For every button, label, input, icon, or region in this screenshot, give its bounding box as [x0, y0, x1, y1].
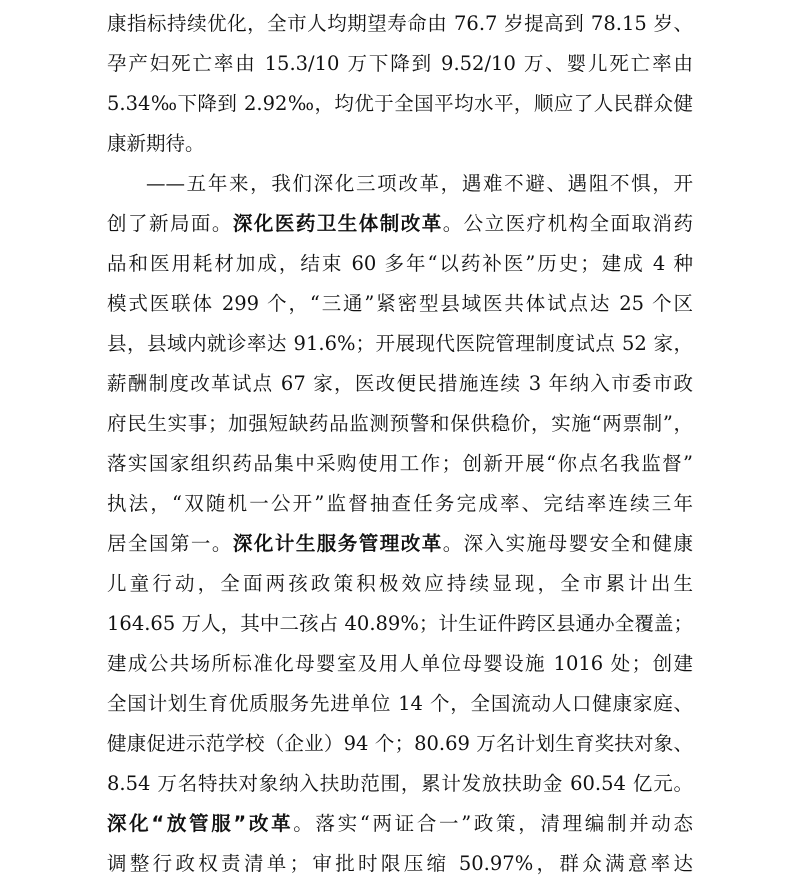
text-line — [107, 44, 693, 84]
text-span: 居全国第一。 — [107, 532, 233, 555]
text-line — [107, 484, 693, 524]
text-span: 。落实“两证合一”政策，清理编制并动态 — [293, 812, 693, 835]
text-span: 儿童行动，全面两孩政策积极效应持续显现，全市累计出生 — [107, 572, 693, 595]
text-line — [107, 124, 693, 164]
text-line — [107, 404, 693, 444]
text-span: 全国计划生育优质服务先进单位 14 个，全国流动人口健康家庭、 — [107, 692, 693, 715]
text-span: 府民生实事；加强短缺药品监测预警和保供稳价，实施“两票制”， — [107, 412, 693, 435]
text-line — [107, 84, 693, 124]
text-line — [107, 444, 693, 484]
text-line — [107, 244, 693, 284]
text-line — [107, 644, 693, 684]
text-line — [107, 284, 693, 324]
text-span: 调整行政权责清单；审批时限压缩 50.97%，群众满意率达 — [107, 852, 693, 875]
text-span: 模式医联体 299 个，“三通”紧密型县域医共体试点达 25 个区 — [107, 292, 693, 315]
text-span: 薪酬制度改革试点 67 家，医改便民措施连续 3 年纳入市委市政 — [107, 372, 693, 395]
text-line — [107, 724, 693, 764]
text-span: 县，县域内就诊率达 91.6%；开展现代医院管理制度试点 52 家， — [107, 332, 693, 355]
text-span: 康指标持续优化，全市人均期望寿命由 76.7 岁提高到 78.15 岁、 — [107, 12, 693, 35]
bold-heading: 深化医药卫生体制改革 — [232, 212, 443, 235]
text-line — [107, 524, 693, 564]
text-span: 5.34‰下降到 2.92‰，均优于全国平均水平，顺应了人民群众健 — [107, 92, 693, 115]
text-line — [107, 204, 693, 244]
text-span: 164.65 万人，其中二孩占 40.89%；计生证件跨区县通办全覆盖； — [107, 612, 693, 635]
text-line — [107, 4, 693, 44]
text-line — [107, 564, 693, 604]
text-line — [107, 684, 693, 724]
text-span: 孕产妇死亡率由 15.3/10 万下降到 9.52/10 万、婴儿死亡率由 — [107, 52, 693, 75]
text-line — [107, 804, 693, 844]
paragraph-first-line — [146, 164, 693, 204]
text-span: 落实国家组织药品集中采购使用工作；创新开展“你点名我监督” — [107, 452, 693, 475]
text-span: 8.54 万名特扶对象纳入扶助范围，累计发放扶助金 60.54 亿元。 — [107, 772, 693, 795]
bold-heading: 深化计生服务管理改革 — [232, 532, 443, 555]
text-span: 建成公共场所标准化母婴室及用人单位母婴设施 1016 处；创建 — [107, 652, 693, 675]
text-span: 。公立医疗机构全面取消药 — [442, 212, 693, 235]
text-span: 健康促进示范学校（企业）94 个；80.69 万名计划生育奖扶对象、 — [107, 732, 693, 755]
text-span: 康新期待。 — [107, 132, 205, 155]
bold-heading: 深化“放管服”改革 — [107, 812, 294, 835]
text-line — [107, 324, 693, 364]
text-span: 品和医用耗材加成，结束 60 多年“以药补医”历史；建成 4 种 — [107, 252, 693, 275]
text-span: 创了新局面。 — [107, 212, 233, 235]
text-line — [107, 604, 693, 644]
text-line — [107, 364, 693, 404]
text-line — [107, 844, 693, 884]
text-span: ——五年来，我们深化三项改革，遇难不避、遇阻不惧，开 — [146, 172, 693, 195]
text-line — [107, 764, 693, 804]
text-span: 。深入实施母婴安全和健康 — [442, 532, 693, 555]
text-span: 执法，“双随机一公开”监督抽查任务完成率、完结率连续三年 — [107, 492, 693, 515]
